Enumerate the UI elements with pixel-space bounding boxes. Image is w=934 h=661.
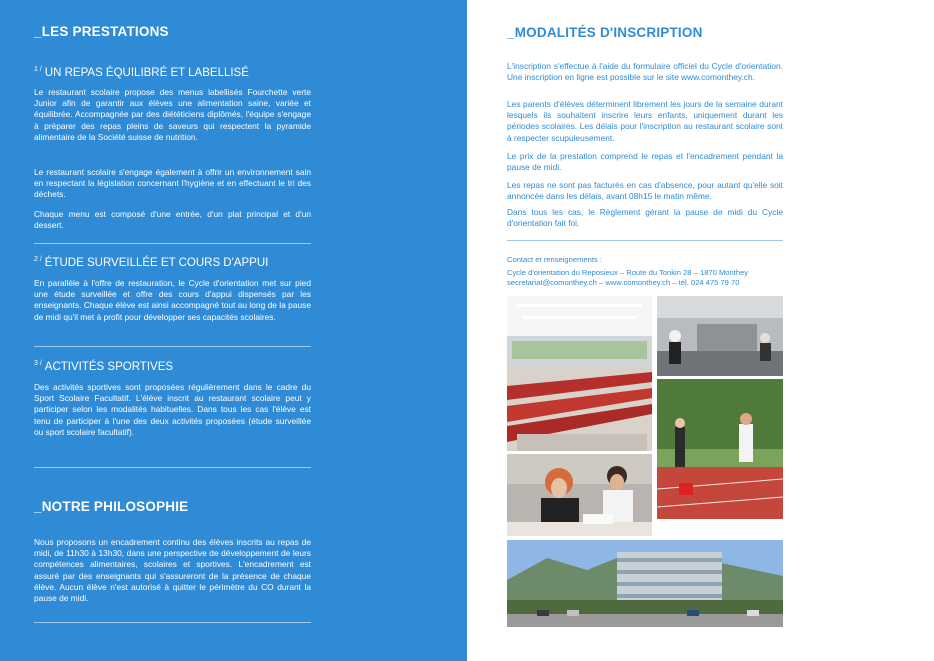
kitchen-photo bbox=[657, 296, 783, 376]
section-1-heading: $^{1 /}$ UN REPAS ÉQUILIBRÉ ET LABELLISÉ bbox=[34, 66, 249, 79]
divider bbox=[507, 240, 783, 241]
section-2-heading: $^{2 /}$ ÉTUDE SURVEILLÉE ET COURS D'APPUI bbox=[34, 256, 269, 269]
modalites-paragraph-1: L'inscription s'effectue à l'aide du formulaire officiel du Cycle d'orientation. Une inscription en ligne est possible sur le site www.comonthey.ch. bbox=[507, 61, 783, 83]
section-3-heading: $^{3 /}$ ACTIVITÉS SPORTIVES bbox=[34, 360, 174, 373]
philosophie-heading: _NOTRE PHILOSOPHIE bbox=[34, 499, 189, 514]
contact-title: Contact et renseignements : bbox=[507, 255, 602, 264]
section-1-paragraph-3: Chaque menu est composé d'une entrée, d'un plat principal et d'un dessert. bbox=[34, 209, 311, 231]
section-3-paragraph-1: Des activités sportives sont proposées régulièrement dans le cadre du Sport Scolaire Facultatif. L'élève inscrit au restaurant scolaire peut y participer selon les modalités habituelles. Dans tous les cas l'élève est tenu de participer à l'une des deux activités proposées (étude surveillée ou sport scolaire facultatif). bbox=[34, 382, 311, 437]
athletics-photo bbox=[657, 379, 783, 519]
divider bbox=[34, 467, 311, 468]
students-photo bbox=[507, 454, 652, 536]
section-1-paragraph-2: Le restaurant scolaire s'engage également à offrir un environnement sain en respectant la législation concernant l'hygiène et en effectuant le tri des déchets. bbox=[34, 167, 311, 200]
cafeteria-photo bbox=[507, 296, 652, 451]
modalites-paragraph-5: Dans tous les cas, le Règlement gérant la pause de midi du Cycle d'orientation fait foi. bbox=[507, 207, 783, 229]
prestations-heading: _LES PRESTATIONS bbox=[34, 24, 169, 39]
section-2-paragraph-1: En parallèle à l'offre de restauration, le Cycle d'orientation met sur pied une étude surveillée et offre des cours d'appui dispensés par les enseignants. Chaque élève est ainsi accompagné tout au long de la pause de midi qu'il met à profit pour développer ses capacités scolaires. bbox=[34, 278, 311, 322]
contact-email-web-phone: secretariat@comonthey.ch – www.comonthey.ch – tél. 024 475 79 70 bbox=[507, 278, 740, 287]
divider bbox=[34, 243, 311, 244]
philosophie-paragraph: Nous proposons un encadrement continu des élèves inscrits au repas de midi, de 11h30 à 13h30, dans une perspective de développement de leurs compétences alimentaires, scolaires et sportives. L'encadrement est assuré par des enseignants qui s'assureront de la présence de chaque élève. Aucun élève n'est autorisé à quitter le périmètre du CO durant la pause de midi. bbox=[34, 537, 311, 604]
divider bbox=[34, 622, 311, 623]
modalites-paragraph-4: Les repas ne sont pas facturés en cas d'absence, pour autant qu'elle soit annoncée dans les délais, avant 08h15 le matin même. bbox=[507, 180, 783, 202]
modalites-heading: _MODALITÉS D'INSCRIPTION bbox=[507, 25, 703, 40]
divider bbox=[34, 346, 311, 347]
contact-address: Cycle d'orientation du Reposieux – Route du Tonkin 28 – 1870 Monthey bbox=[507, 268, 749, 277]
section-1-paragraph-1: Le restaurant scolaire propose des menus labellisés Fourchette verte Junior afin de garantir aux élèves une alimentation saine, variée et équilibrée. Accompagnée par des diététiciens diplômés, l'équipe s'engage à préparer des repas pleins de saveurs qui respectent la pyramide alimentaire de la Société suisse de nutrition. bbox=[34, 87, 311, 142]
school-building-photo bbox=[507, 540, 783, 627]
right-panel bbox=[467, 0, 934, 661]
modalites-paragraph-2: Les parents d'élèves déterminent librement les jours de la semaine durant lesquels ils souhaitent inscrire leurs enfants, uniquement durant les périodes scolaires. Les délais pour l'inscription au restaurant scolaire sont à respecter scupuleusement. bbox=[507, 99, 783, 143]
modalites-paragraph-3: Le prix de la prestation comprend le repas et l'encadrement pendant la pause de midi. bbox=[507, 151, 783, 173]
